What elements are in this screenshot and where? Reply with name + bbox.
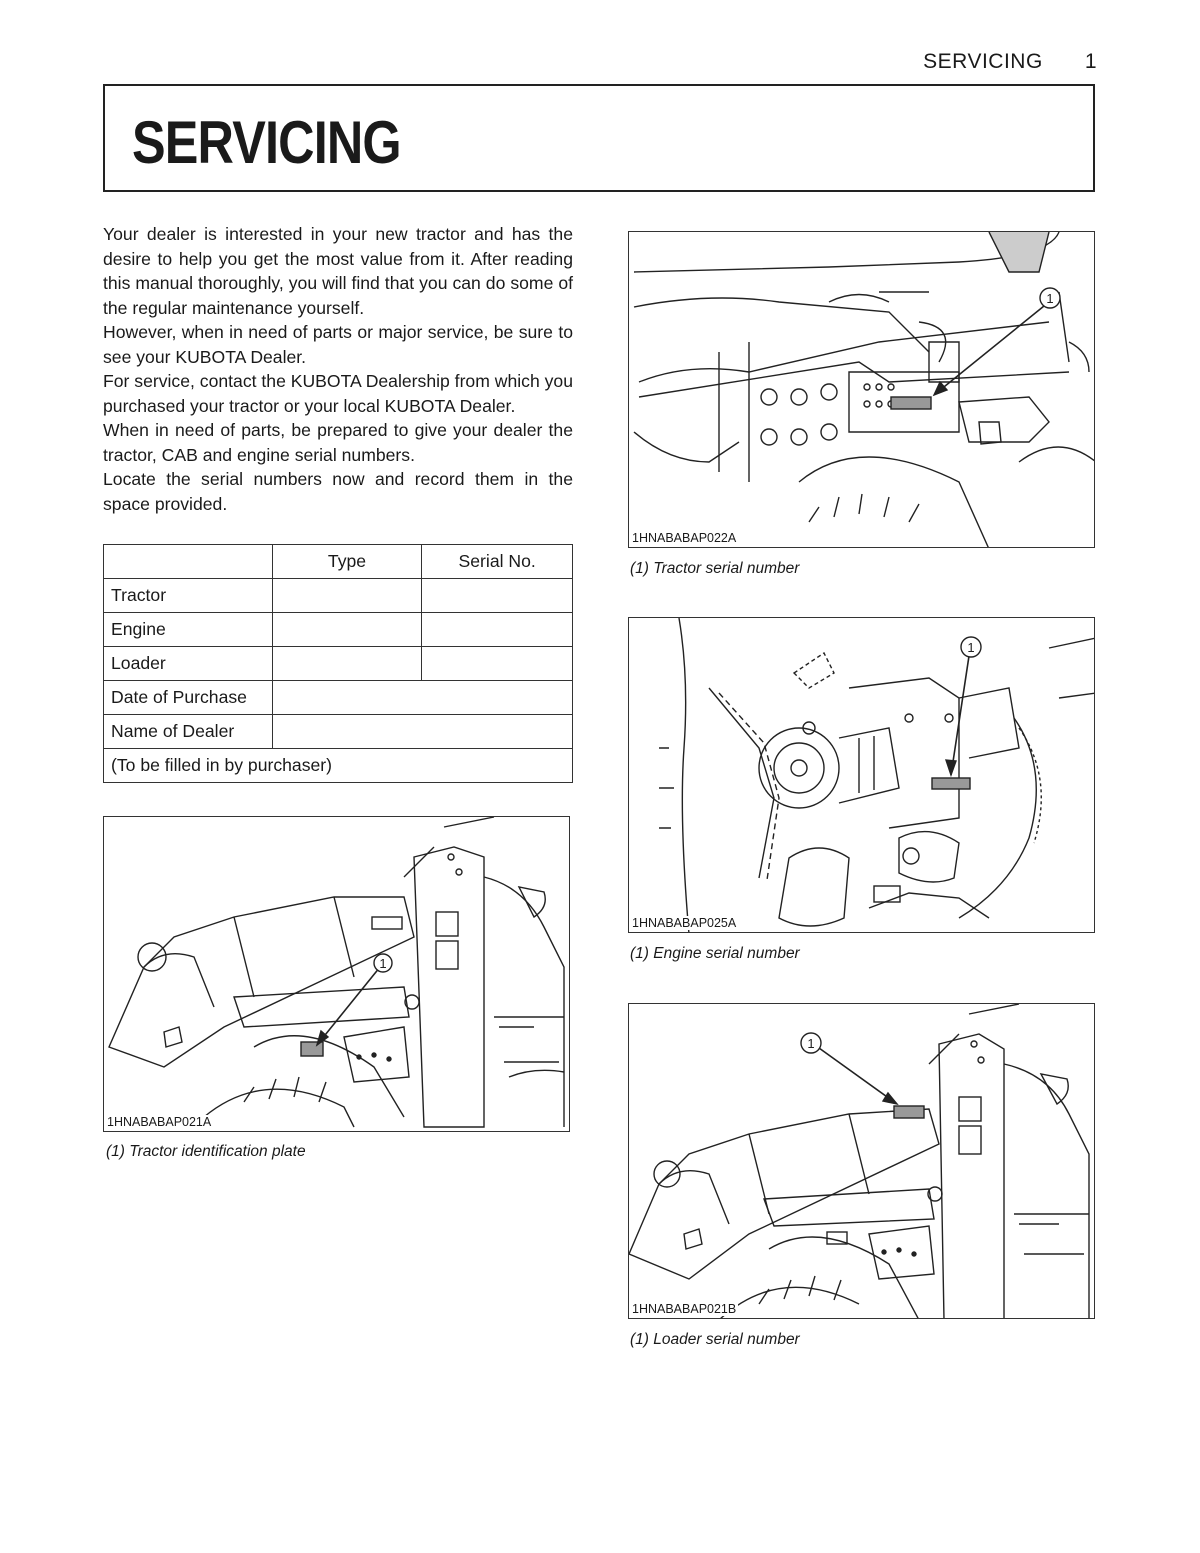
callout-number: 1	[807, 1036, 815, 1051]
type-cell	[272, 647, 422, 681]
tractor-serial-illustration	[629, 232, 1095, 548]
label-rect	[372, 917, 402, 929]
table-row	[104, 715, 573, 749]
table-note: (To be filled in by purchaser)	[104, 749, 573, 783]
engine-serial-marker	[932, 778, 970, 789]
callout-number: 1	[379, 956, 387, 971]
intro-paragraph: Your dealer is interested in your new tractor and has the desire to help you get the most value from it. After reading this manual thoroughly, you will find that you can do some of the regular maintenance yourself.	[103, 224, 573, 318]
id-plate-marker	[301, 1042, 323, 1056]
page-number: 1	[1084, 50, 1097, 73]
row-label-tractor: Tractor	[104, 579, 273, 613]
table-row	[104, 579, 573, 613]
serial-marker	[891, 397, 931, 409]
caption-tractor-plate: (1) Tractor identification plate	[106, 1143, 306, 1160]
type-cell	[272, 613, 422, 647]
loader-serial-illustration	[629, 1004, 1095, 1319]
intro-text	[103, 222, 573, 516]
intro-paragraph: When in need of parts, be prepared to give your dealer the tractor, CAB and engine serial numbers.	[103, 420, 573, 465]
callout-leader	[951, 656, 969, 775]
dealer-cell	[272, 715, 572, 749]
running-header	[923, 50, 1097, 74]
serial-cell	[422, 613, 573, 647]
section-name: SERVICING	[923, 50, 1043, 73]
serial-number-table	[103, 544, 573, 783]
figure-engine-serial	[628, 617, 1095, 933]
tractor-plate-illustration	[104, 817, 570, 1132]
type-cell	[272, 579, 422, 613]
table-header-cell: Type	[272, 545, 422, 579]
figure-tractor-plate	[103, 816, 570, 1132]
table-header-row	[104, 545, 573, 579]
intro-paragraph: However, when in need of parts or major service, be sure to see your KUBOTA Dealer.	[103, 322, 573, 367]
row-label-date: Date of Purchase	[104, 681, 273, 715]
figure-code: 1HNABABAP022A	[632, 531, 737, 545]
caption-loader-serial: (1) Loader serial number	[630, 1331, 800, 1348]
intro-paragraph: For service, contact the KUBOTA Dealership from which you purchased your tractor or your local KUBOTA Dealer.	[103, 371, 573, 416]
title-box	[103, 84, 1095, 192]
figure-code: 1HNABABAP025A	[632, 916, 737, 930]
figure-loader-serial	[628, 1003, 1095, 1319]
table-row	[104, 749, 573, 783]
caption-tractor-serial: (1) Tractor serial number	[630, 560, 800, 577]
table-row	[104, 681, 573, 715]
page-title: SERVICING	[132, 109, 401, 176]
figure-code: 1HNABABAP021A	[107, 1115, 212, 1129]
intro-paragraph: Locate the serial numbers now and record them in the space provided.	[103, 469, 573, 514]
serial-cell	[422, 579, 573, 613]
engine-serial-illustration	[629, 618, 1095, 933]
callout-number: 1	[1046, 291, 1054, 306]
row-label-engine: Engine	[104, 613, 273, 647]
callout-leader	[934, 306, 1044, 395]
table-header-cell: Serial No.	[422, 545, 573, 579]
figure-code: 1HNABABAP021B	[632, 1302, 737, 1316]
row-label-loader: Loader	[104, 647, 273, 681]
row-label-dealer: Name of Dealer	[104, 715, 273, 749]
date-cell	[272, 681, 572, 715]
table-row	[104, 647, 573, 681]
caption-engine-serial: (1) Engine serial number	[630, 945, 800, 962]
callout-number: 1	[967, 640, 975, 655]
callout-leader	[819, 1048, 897, 1104]
figure-tractor-serial	[628, 231, 1095, 548]
serial-cell	[422, 647, 573, 681]
table-header-cell	[104, 545, 273, 579]
table-row	[104, 613, 573, 647]
loader-serial-marker	[894, 1106, 924, 1118]
